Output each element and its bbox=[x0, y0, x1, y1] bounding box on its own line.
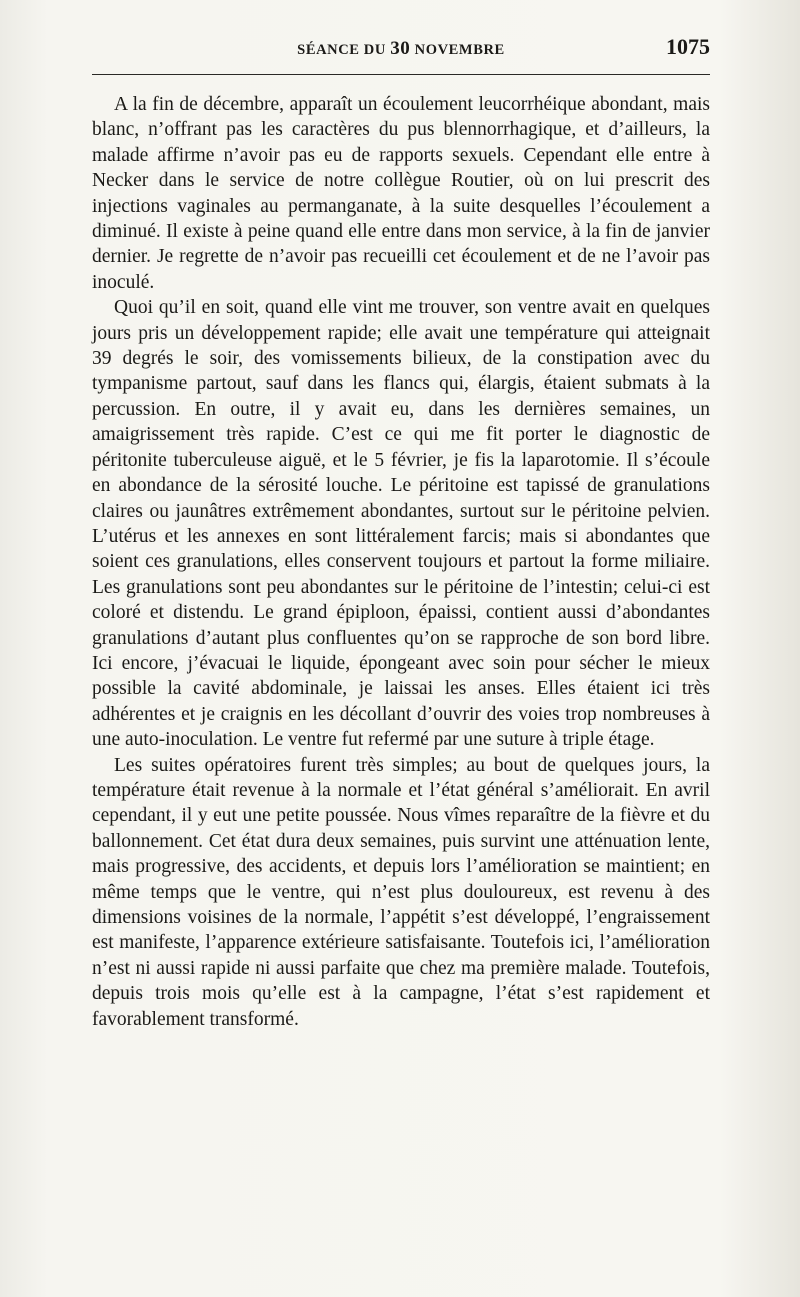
running-head-title bbox=[92, 38, 710, 60]
body-text bbox=[92, 92, 710, 1032]
paragraph-3: Les suites opératoires furent très simples; au bout de quelques jours, la température était revenue à la normale et l’état général s’améliorait. En avril cependant, il y eut une petite poussée. Nous vîmes reparaître de la fièvre et du ballonnement. Cet état dura deux semaines, puis survint une atténuation lente, mais progressive, des accidents, et depuis lors l’amélioration se maintient; en même temps que le ventre, qui n’est plus douloureux, est revenu à des dimensions voisines de la normale, l’appétit s’est développé, l’engraissement est manifeste, l’apparence extérieure satisfaisante. Toutefois ici, l’amélioration n’est ni aussi rapide ni aussi parfaite que chez ma première malade. Toutefois, depuis trois mois qu’elle est à la campagne, l’état s’est rapidement et favorablement transformé. bbox=[92, 754, 710, 1030]
page-number: 1075 bbox=[666, 34, 710, 59]
running-head bbox=[92, 34, 710, 64]
paragraph-1: A la fin de décembre, apparaît un écoulement leucorrhéique abondant, mais blanc, n’offrant pas les caractères du pus blennorrhagique, et d’ailleurs, la malade affirme n’avoir pas eu de rapports sexuels. Cependant elle entre à Necker dans le service de notre collègue Routier, où on lui prescrit des injections vaginales au permanganate, à la suite desquelles l’écoulement a diminué. Il existe à peine quand elle entre dans mon service, à la fin de janvier dernier. Je regrette de n’avoir pas recueilli cet écoulement et de ne l’avoir pas inoculé. bbox=[92, 94, 710, 293]
running-head-month: NOVEMBRE bbox=[414, 42, 505, 58]
header-rule bbox=[92, 74, 710, 75]
running-head-day: 30 bbox=[390, 38, 411, 59]
paragraph-2: Quoi qu’il en soit, quand elle vint me trouver, son ventre avait en quelques jours pris un développement rapide; elle avait une température qui atteignait 39 degrés le soir, des vomissements bilieux, de la constipation avec du tympanisme partout, sauf dans les flancs qui, élargis, étaient submats à la percussion. En outre, il y avait eu, dans les dernières semaines, un amaigrissement très rapide. C’est ce qui me fit porter le diagnostic de péritonite tuberculeuse aiguë, et le 5 février, je fis la laparotomie. Il s’écoule en abondance de la sérosité louche. Le péritoine est tapissé de granulations claires ou jaunâtres extrêmement abondantes, surtout sur le péritoine pelvien. L’utérus et les annexes en sont littéralement farcis; mais si abondantes que soient ces granulations, elles conservent toujours et partout la forme miliaire. Les granulations sont peu abondantes sur le péritoine de l’intestin; celui-ci est coloré et distendu. Le grand épiploon, épaissi, contient aussi d’abondantes granulations d’autant plus confluentes qu’on se rapproche de son bord libre. Ici encore, j’évacuai le liquide, épongeant avec soin pour sécher le mieux possible la cavité abdominale, je laissai les anses. Elles étaient ici très adhérentes et je craignis en les décollant d’ouvrir des voies trop nombreuses à une auto-inoculation. Le ventre fut refermé par une suture à triple étage. bbox=[92, 297, 710, 751]
running-head-prefix: SÉANCE DU bbox=[297, 42, 386, 58]
